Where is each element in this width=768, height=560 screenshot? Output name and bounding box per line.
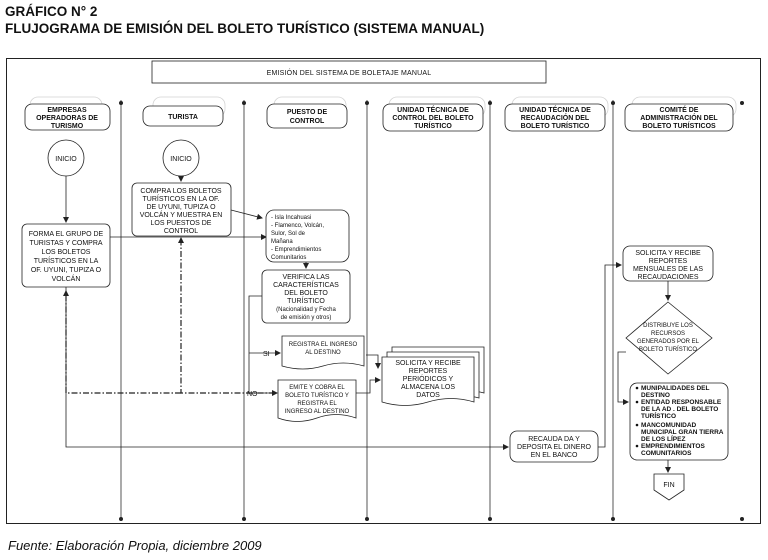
- svg-text:INICIO: INICIO: [170, 156, 192, 163]
- lane-header-control-unit: [383, 104, 483, 131]
- svg-text:COMPRA LOS BOLETOS: COMPRA LOS BOLETOS: [140, 188, 222, 195]
- svg-text:DISTRIBUYE LOS: DISTRIBUYE LOS: [643, 323, 693, 329]
- svg-text:REPORTES: REPORTES: [648, 258, 688, 265]
- distribute-decision: [626, 302, 712, 374]
- lane-header-control-post: [267, 104, 347, 128]
- svg-text:PUESTO DE: PUESTO DE: [286, 109, 328, 116]
- svg-text:UNIDAD TÉCNICA DE: UNIDAD TÉCNICA DE: [397, 107, 469, 114]
- svg-text:ALMACENA LOS: ALMACENA LOS: [400, 384, 456, 391]
- svg-text:- Flamenco, Volcán,: - Flamenco, Volcán,: [271, 223, 325, 229]
- svg-text:UNIDAD TÉCNICA DE: UNIDAD TÉCNICA DE: [519, 107, 591, 114]
- svg-text:CONTROL DEL BOLETO: CONTROL DEL BOLETO: [392, 115, 474, 122]
- lane-header-collection-unit: [505, 104, 605, 131]
- reports-multidocument: [382, 347, 484, 406]
- svg-text:REPORTES: REPORTES: [408, 368, 448, 375]
- verify-step: [262, 270, 350, 323]
- monthly-reports-step: [623, 246, 713, 281]
- svg-text:DEL BOLETO: DEL BOLETO: [284, 290, 328, 297]
- svg-text:ENTIDAD RESPONSABLE: ENTIDAD RESPONSABLE: [641, 399, 722, 406]
- svg-text:de emisión y otros): de emisión y otros): [280, 315, 332, 321]
- svg-text:EMPRENDIMIENTOS: EMPRENDIMIENTOS: [641, 443, 705, 450]
- svg-text:LOS BOLETOS: LOS BOLETOS: [41, 249, 91, 256]
- svg-text:VOLCÁN Y MUESTRA EN: VOLCÁN Y MUESTRA EN: [139, 212, 223, 219]
- svg-text:COMUNITARIOS: COMUNITARIOS: [641, 450, 692, 457]
- svg-text:BOLETO TURÍSTICO: BOLETO TURÍSTICO: [638, 347, 698, 353]
- svg-text:RECAUDACIÓN DEL: RECAUDACIÓN DEL: [520, 115, 590, 122]
- svg-text:FIN: FIN: [663, 482, 675, 489]
- svg-text:VOLCÁN: VOLCÁN: [51, 276, 81, 283]
- svg-text:FORMA EL GRUPO DE: FORMA EL GRUPO DE: [28, 231, 104, 238]
- svg-text:PERIÓDICOS Y: PERIÓDICOS Y: [402, 376, 454, 383]
- tourist-step: [132, 183, 231, 236]
- svg-text:Mañana: Mañana: [271, 239, 293, 245]
- svg-text:TURÍSTICO: TURÍSTICO: [414, 123, 452, 130]
- lane-header-tourist: [143, 106, 223, 126]
- issue-document: [278, 380, 356, 422]
- diagram-title: EMISIÓN DEL SISTEMA DE BOLETAJE MANUAL: [266, 70, 432, 77]
- svg-text:CARACTERÍSTICAS: CARACTERÍSTICAS: [273, 282, 339, 289]
- svg-text:LOS PUESTOS DE: LOS PUESTOS DE: [150, 220, 212, 227]
- bank-deposit-step: [510, 431, 598, 462]
- register-document: [282, 336, 364, 369]
- svg-text:TURÍSTICO: TURÍSTICO: [641, 413, 677, 420]
- svg-text:BOLETO TURÍSTICOS: BOLETO TURÍSTICOS: [642, 123, 716, 130]
- svg-text:AL DESTINO: AL DESTINO: [305, 350, 341, 356]
- svg-text:CONTROL: CONTROL: [289, 118, 325, 125]
- svg-text:VERIFICA LAS: VERIFICA LAS: [282, 274, 330, 281]
- svg-text:EMPRESAS: EMPRESAS: [47, 107, 87, 114]
- yes-label: SI: [263, 351, 270, 358]
- svg-text:CONTROL: CONTROL: [163, 228, 199, 235]
- no-label: NO: [247, 391, 258, 398]
- svg-text:SOLICITA Y RECIBE: SOLICITA Y RECIBE: [635, 250, 701, 257]
- svg-text:MUNICIPAL GRAN TIERRA: MUNICIPAL GRAN TIERRA: [641, 429, 724, 436]
- operators-step: [22, 224, 110, 287]
- figure-title: FLUJOGRAMA DE EMISIÓN DEL BOLETO TURÍSTICO (SISTEMA MANUAL): [5, 21, 485, 36]
- end-terminator: [654, 474, 684, 500]
- svg-text:DE LA AD . DEL BOLETO: DE LA AD . DEL BOLETO: [641, 406, 719, 413]
- svg-text:MENSUALES DE LAS: MENSUALES DE LAS: [632, 266, 704, 273]
- svg-text:EN EL BANCO: EN EL BANCO: [530, 452, 578, 459]
- svg-text:TURISTA: TURISTA: [168, 114, 198, 121]
- svg-text:DE UYUNI, TUPIZA O: DE UYUNI, TUPIZA O: [146, 204, 216, 211]
- svg-text:OF. UYUNI, TUPIZA O: OF. UYUNI, TUPIZA O: [30, 267, 102, 274]
- svg-text:RECAUDACIONES: RECAUDACIONES: [637, 274, 699, 281]
- svg-text:MANCOMUNIDAD: MANCOMUNIDAD: [641, 422, 697, 429]
- beneficiaries-list: [630, 383, 728, 460]
- svg-text:GENERADOS POR EL: GENERADOS POR EL: [636, 339, 700, 345]
- svg-text:Comunitarios: Comunitarios: [271, 255, 307, 261]
- svg-text:OPERADORAS DE: OPERADORAS DE: [36, 115, 98, 122]
- svg-text:MUNIPALIDADES DEL: MUNIPALIDADES DEL: [641, 385, 710, 392]
- svg-text:TURISTAS Y COMPRA: TURISTAS Y COMPRA: [29, 240, 103, 247]
- svg-text:TURÍSTICOS EN LA: TURÍSTICOS EN LA: [33, 258, 99, 265]
- svg-text:SOLICITA Y RECIBE: SOLICITA Y RECIBE: [395, 360, 461, 367]
- svg-text:DE LOS LÍPEZ: DE LOS LÍPEZ: [641, 436, 686, 443]
- svg-text:INICIO: INICIO: [55, 156, 77, 163]
- svg-text:BOLETO TURÍSTICO: BOLETO TURÍSTICO: [520, 123, 590, 130]
- figure-label: GRÁFICO N° 2: [5, 4, 98, 19]
- source-note: Fuente: Elaboración Propia, diciembre 2009: [8, 538, 262, 553]
- svg-text:(Nacionalidad y Fecha: (Nacionalidad y Fecha: [276, 307, 336, 313]
- lane-header-operators: [25, 104, 110, 130]
- svg-text:DATOS: DATOS: [416, 392, 440, 399]
- svg-text:DESTINO: DESTINO: [641, 392, 670, 399]
- svg-text:COMITÉ DE: COMITÉ DE: [659, 107, 699, 114]
- start-tourist: [163, 140, 199, 176]
- svg-text:DEPOSITA EL DINERO: DEPOSITA EL DINERO: [517, 444, 591, 451]
- svg-text:TURÍSTICO: TURÍSTICO: [287, 298, 325, 305]
- control-places: [266, 210, 349, 262]
- svg-text:BOLETO TURÍSTICO Y: BOLETO TURÍSTICO Y: [285, 393, 349, 399]
- svg-text:TURISMO: TURISMO: [50, 123, 84, 130]
- svg-text:REGISTRA EL: REGISTRA EL: [297, 401, 337, 407]
- start-operators: [48, 140, 84, 176]
- lane-header-committee: [625, 104, 733, 131]
- svg-text:Sulor, Sol de: Sulor, Sol de: [271, 231, 306, 237]
- svg-text:ADMINISTRACIÓN DEL: ADMINISTRACIÓN DEL: [640, 115, 718, 122]
- svg-text:REGISTRA EL INGRESO: REGISTRA EL INGRESO: [288, 342, 358, 348]
- svg-text:RECURSOS: RECURSOS: [650, 331, 686, 337]
- svg-text:- Isla Incahuasi: - Isla Incahuasi: [271, 215, 312, 221]
- svg-text:INGRESO AL DESTINO: INGRESO AL DESTINO: [284, 409, 350, 415]
- svg-text:EMITE Y COBRA EL: EMITE Y COBRA EL: [289, 385, 345, 391]
- svg-text:TURÍSTICOS EN LA OF.: TURÍSTICOS EN LA OF.: [142, 196, 220, 203]
- svg-text:RECAUDA DA Y: RECAUDA DA Y: [528, 436, 580, 443]
- svg-text:- Emprendimientos: - Emprendimientos: [271, 247, 322, 253]
